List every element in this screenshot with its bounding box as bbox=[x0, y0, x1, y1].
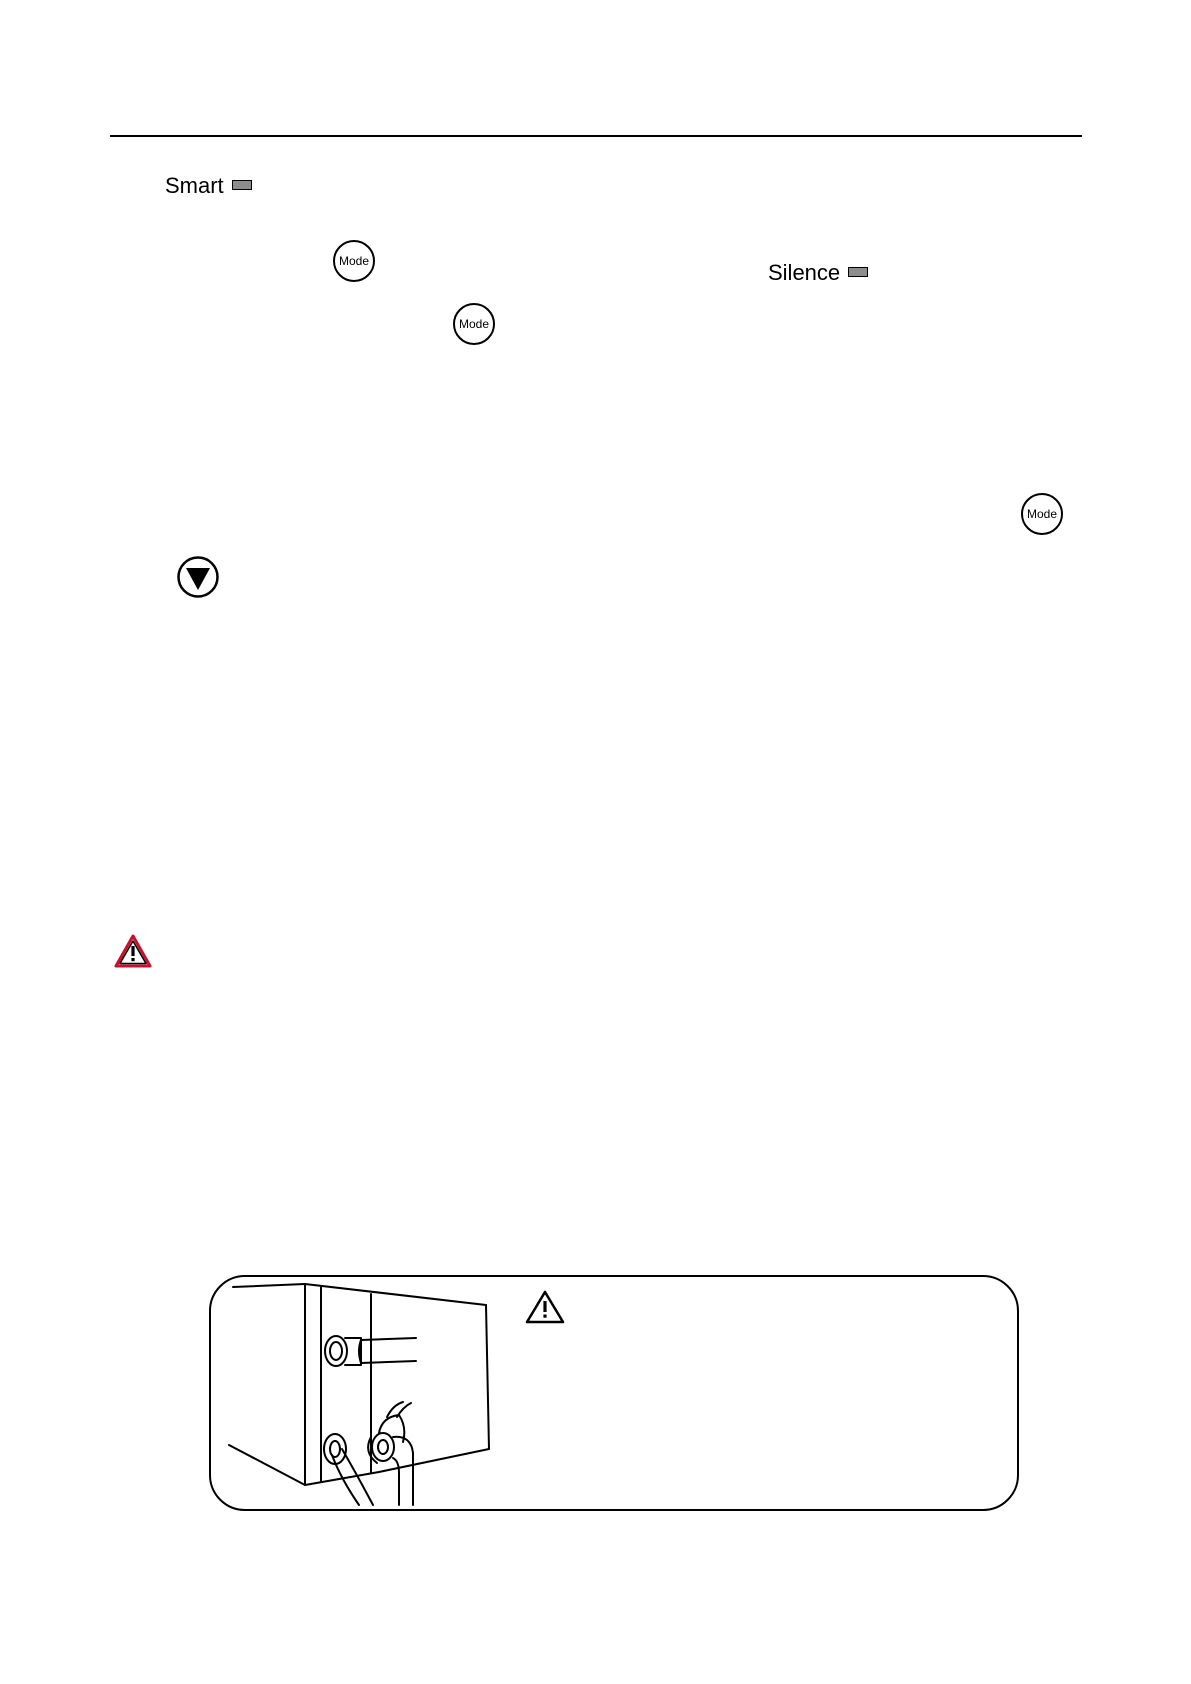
silence-indicator-light bbox=[848, 267, 868, 277]
warning-triangle-icon bbox=[114, 934, 152, 968]
smart-indicator-light bbox=[232, 180, 252, 190]
smart-indicator-row bbox=[165, 173, 252, 199]
mode-button-2[interactable] bbox=[453, 303, 495, 345]
down-button[interactable] bbox=[177, 556, 219, 598]
mode-button-2-label: Mode bbox=[458, 317, 490, 331]
mode-button-1[interactable] bbox=[333, 240, 375, 282]
box-warning-triangle-icon bbox=[524, 1289, 566, 1325]
silence-indicator-row bbox=[768, 260, 868, 286]
warning-box bbox=[209, 1275, 1019, 1511]
mode-button-3[interactable] bbox=[1021, 493, 1063, 535]
smart-label: Smart bbox=[165, 173, 224, 198]
silence-label: Silence bbox=[768, 260, 841, 285]
appliance-hose-connection-illustration bbox=[211, 1277, 511, 1509]
header-rule bbox=[110, 135, 1082, 137]
mode-button-1-label: Mode bbox=[338, 254, 370, 268]
mode-button-3-label: Mode bbox=[1026, 507, 1058, 521]
